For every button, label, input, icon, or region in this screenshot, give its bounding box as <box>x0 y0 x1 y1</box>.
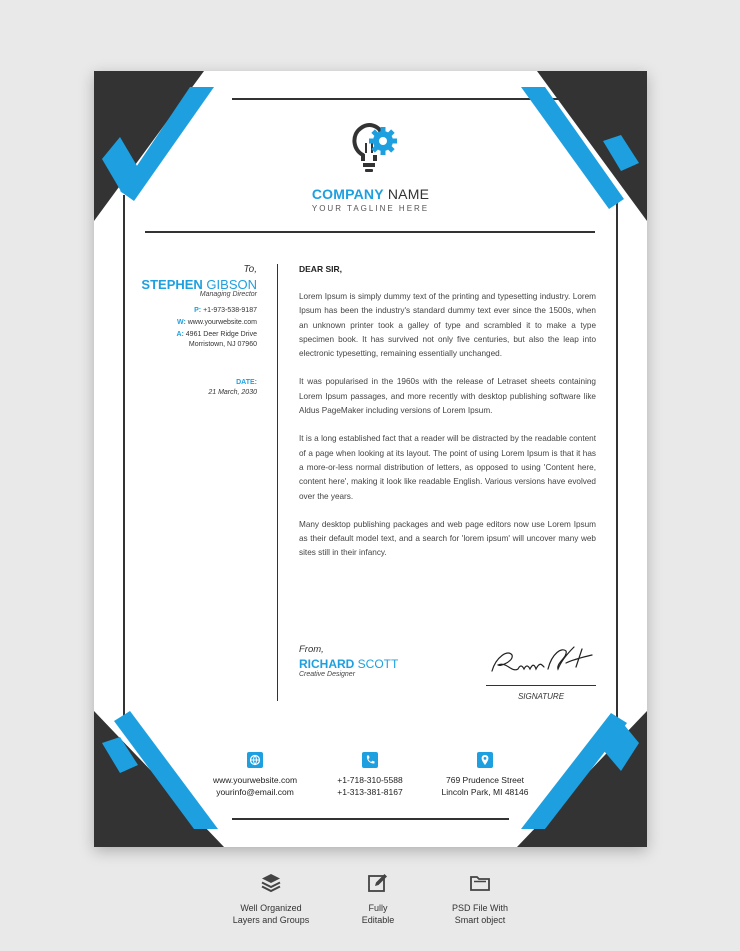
company-tagline: YOUR TAGLINE HERE <box>311 204 430 213</box>
header-divider <box>145 231 595 233</box>
footer-phone-2: +1-313-381-8167 <box>337 787 403 797</box>
signature-image <box>486 639 596 683</box>
footer-email: yourinfo@email.com <box>216 787 294 797</box>
company-name-rest: NAME <box>383 186 430 202</box>
to-label: To, <box>243 264 257 275</box>
web-label: W: <box>176 319 186 326</box>
address-line1: 4961 Deer Ridge Drive <box>183 331 257 338</box>
company-name-bold: COMPANY <box>311 186 384 202</box>
recipient-name <box>141 277 257 292</box>
letterhead-page <box>94 71 647 847</box>
folder-icon <box>469 872 491 894</box>
sender-designation: Creative Designer <box>299 671 356 678</box>
feature-item <box>211 872 331 926</box>
feature-line1: Fully <box>368 903 388 913</box>
date-label: DATE: <box>236 379 257 386</box>
paragraph: It was popularised in the 1960s with the release of Letraset sheets containing Lorem Ipsum passages, and more recently with desktop publishing software like Aldus PageMaker including versions of Lorem Ipsum. <box>299 377 596 416</box>
location-pin-icon <box>477 752 493 768</box>
from-label: From, <box>299 644 324 655</box>
company-name <box>94 186 647 202</box>
feature-line2: Layers and Groups <box>232 915 310 925</box>
address-label: A: <box>176 331 184 338</box>
recipient-address-line2: Morristown, NJ 07960 <box>188 341 257 348</box>
signature-line <box>486 685 596 686</box>
paragraph: Lorem Ipsum is simply dummy text of the printing and typesetting industry. Lorem Ipsum has been the industry's standard dummy text ever since the 1500s, when an unknown printer took a galley of type and scrambled it to make a type specimen book. It has survived not only five centuries, but also the leap into electronic typesetting, remaining essentially unchanged. <box>299 292 596 359</box>
layers-icon <box>260 872 282 894</box>
footer-website: www.yourwebsite.com <box>212 775 298 785</box>
globe-icon <box>247 752 263 768</box>
web-value: www.yourwebsite.com <box>185 319 257 326</box>
recipient-web <box>177 319 257 326</box>
feature-line2: Smart object <box>454 915 506 925</box>
paragraph: Many desktop publishing packages and web page editors now use Lorem Ipsum as their default model text, and a search for 'lorem ipsum' will uncover many web sites still in their infancy. <box>299 519 596 558</box>
signature-label: SIGNATURE <box>517 692 565 701</box>
footer-address-line2: Lincoln Park, MI 48146 <box>441 787 529 797</box>
lightbulb-gear-icon <box>341 119 401 177</box>
recipient-phone <box>194 307 257 314</box>
letter-body <box>299 264 596 575</box>
recipient-address <box>176 331 257 338</box>
salutation: DEAR SIR, <box>299 264 342 274</box>
footer-address-line1: 769 Prudence Street <box>446 775 524 785</box>
recipient-first-name: STEPHEN <box>141 277 203 292</box>
edit-icon <box>367 872 389 894</box>
recipient-last-name: GIBSON <box>202 277 257 292</box>
recipient-role: Managing Director <box>199 291 257 298</box>
feature-line1: Well Organized <box>240 903 302 913</box>
footer-address <box>415 774 555 798</box>
phone-label: P: <box>194 307 202 314</box>
company-logo <box>94 119 647 213</box>
phone-icon <box>362 752 378 768</box>
date-value: 21 March, 2030 <box>208 389 257 396</box>
sender-first-name: RICHARD <box>299 657 355 671</box>
sender-name <box>299 657 398 671</box>
column-divider <box>277 264 278 701</box>
phone-value: +1-973-538-9187 <box>201 307 257 314</box>
paragraph: It is a long established fact that a reader will be distracted by the readable content of a page when looking at its layout. The point of using Lorem Ipsum is that it has a more-or-less normal distribution of letters, as opposed to using 'Content here, content here', making it look like readable English. Various versions have evolved over the years. <box>299 434 596 501</box>
feature-line1: PSD File With <box>451 903 508 913</box>
feature-item <box>420 872 540 926</box>
feature-line2: Editable <box>361 915 395 925</box>
sender-last-name: SCOTT <box>354 657 399 671</box>
footer-phone-1: +1-718-310-5588 <box>337 775 403 785</box>
